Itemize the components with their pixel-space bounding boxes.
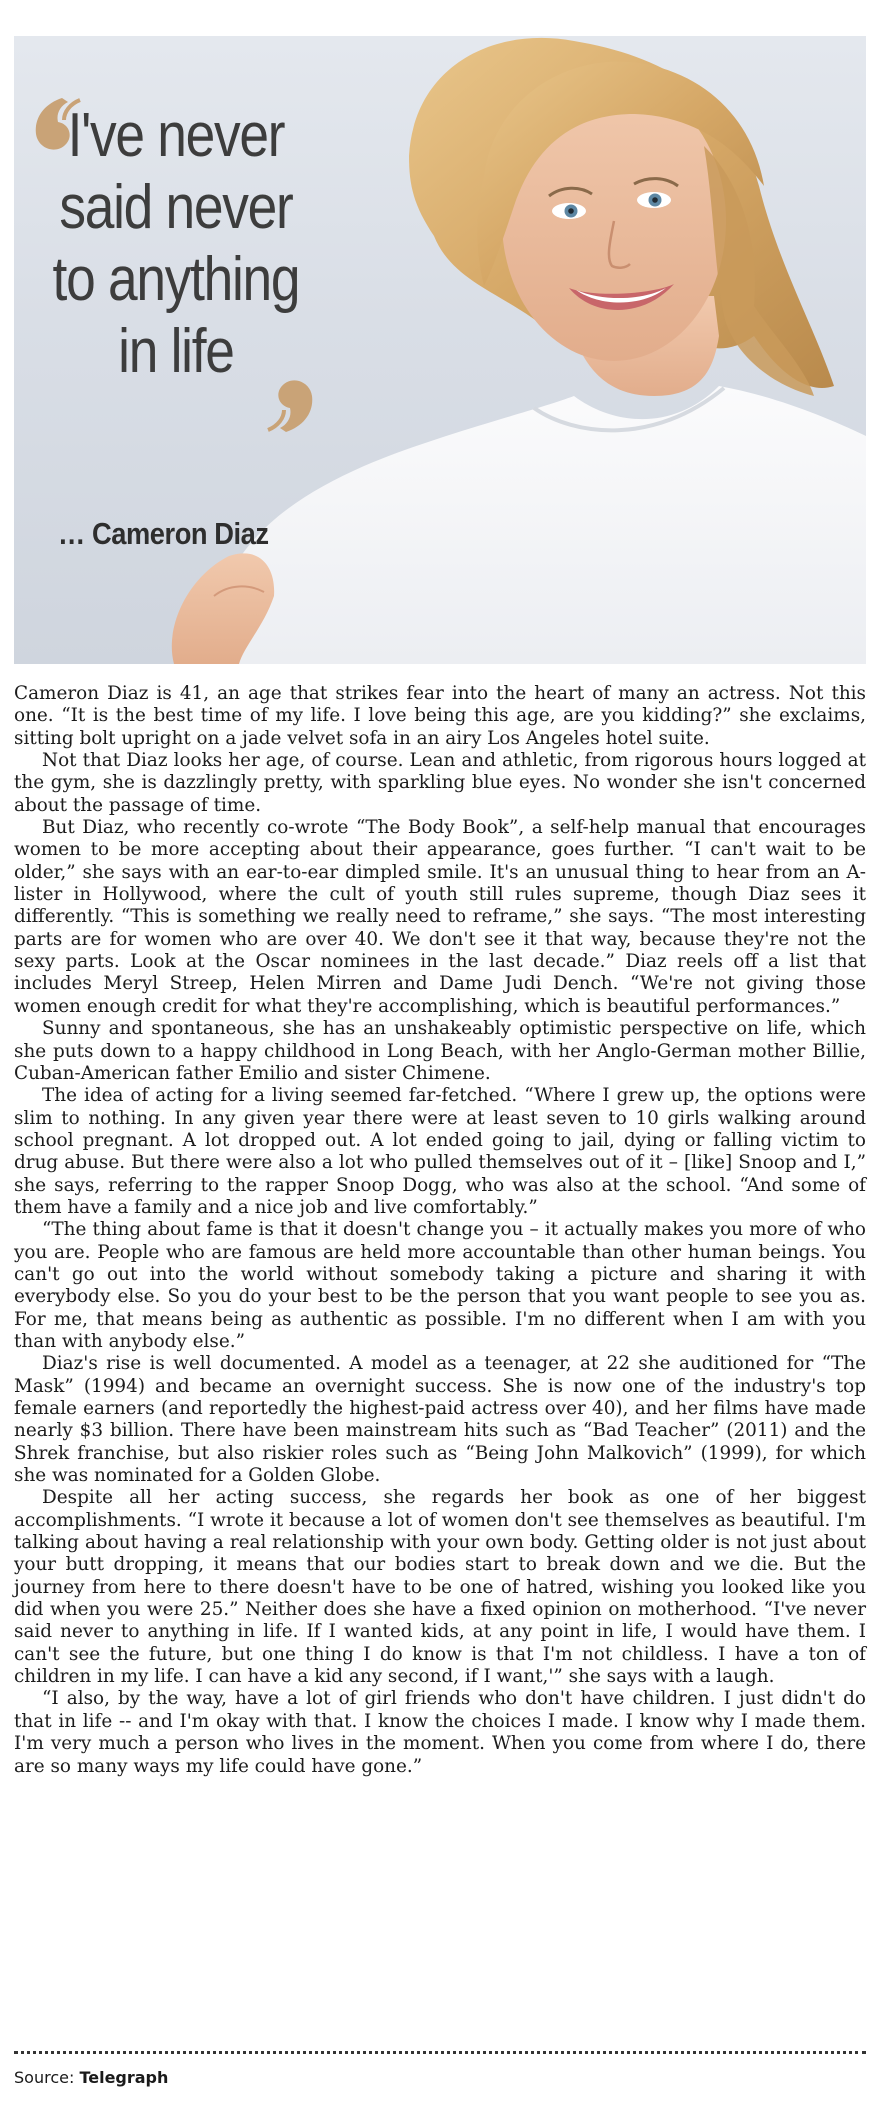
pull-quote-headline <box>34 100 318 388</box>
headline-line: to anything <box>52 245 300 314</box>
source-name: Telegraph <box>79 2068 169 2087</box>
article-paragraph: Sunny and spontaneous, she has an unshakeably optimistic perspective on life, which she puts down to a happy childhood in Long Beach, with her Anglo-German mother Billie, Cuban-American father Emilio and sister Chimene. <box>14 1018 866 1084</box>
article-body <box>14 683 866 1778</box>
headline-line: in life <box>118 317 234 386</box>
article-paragraph: Despite all her acting success, she regards her book as one of her biggest accomplishments. “I wrote it because a lot of women don't see themselves as beautiful. I'm talking about having a real relationship with your own body. Getting older is not just about your butt dropping, it means that our bodies start to break down and we die. But the journey from here to there doesn't have to be one of hatred, wishing you looked like you did when you were 25.” Neither does she have a fixed opinion on motherhood. “I've never said never to anything in life. If I wanted kids, at any point in life, I would have them. I can't see the future, but one thing I do know is that I'm not childless. I have a ton of children in my life. I can have a kid any second, if I want,'” she says with a laugh. <box>14 1487 866 1688</box>
quote-attribution: … Cameron Diaz <box>58 516 269 551</box>
article-paragraph: “I also, by the way, have a lot of girl friends who don't have children. I just didn't do that in life -- and I'm okay with that. I know the choices I made. I know why I made them. I'm very much a person who lives in the moment. When you come from where I do, there are so many ways my life could have gone.” <box>14 1688 866 1777</box>
article-paragraph: Cameron Diaz is 41, an age that strikes fear into the heart of many an actress. Not this one. “It is the best time of my life. I love being this age, are you kidding?” she exclaims, sitting bolt upright on a jade velvet sofa in an airy Los Angeles hotel suite. <box>14 683 866 749</box>
hero-banner <box>14 36 866 664</box>
source-credit <box>14 2068 168 2087</box>
article-paragraph: Not that Diaz looks her age, of course. Lean and athletic, from rigorous hours logged at the gym, she is dazzlingly pretty, with sparkling blue eyes. No wonder she isn't concerned about the passage of time. <box>14 750 866 816</box>
dotted-divider <box>14 2051 866 2054</box>
headline-line: said never <box>59 173 293 242</box>
article-paragraph: Diaz's rise is well documented. A model as a teenager, at 22 she auditioned for “The Mask” (1994) and became an overnight success. She is now one of the industry's top female earners (and reportedly the highest-paid actress over 40), and her films have made nearly $3 billion. There have been mainstream hits such as “Bad Teacher” (2011) and the Shrek franchise, but also riskier roles such as “Being John Malkovich” (1999), for which she was nominated for a Golden Globe. <box>14 1353 866 1487</box>
article-paragraph: But Diaz, who recently co-wrote “The Body Book”, a self-help manual that encourages women to be more accepting about their appearance, goes further. “I can't wait to be older,” she says with an ear-to-ear dimpled smile. It's an unusual thing to hear from an A-lister in Hollywood, where the cult of youth still rules supreme, though Diaz sees it differently. “This is something we really need to reframe,” she says. “The most interesting parts are for women who are over 40. We don't see it that way, because they're not the sexy parts. Look at the Oscar nominees in the last decade.” Diaz reels off a list that includes Meryl Streep, Helen Mirren and Dame Judi Dench. “We're not giving those women enough credit for what they're accomplishing, which is beautiful performances.” <box>14 817 866 1017</box>
article-paragraph: The idea of acting for a living seemed far-fetched. “Where I grew up, the options were slim to nothing. In any given year there were at least seven to 10 girls walking around school pregnant. A lot dropped out. A lot ended going to jail, dying or falling victim to drug abuse. But there were also a lot who pulled themselves out of it – [like] Snoop and I,” she says, referring to the rapper Snoop Dogg, who was also at the school. “And some of them have a family and a nice job and live comfortably.” <box>14 1085 866 1218</box>
source-label: Source: <box>14 2068 80 2087</box>
headline-line: I've never <box>67 101 285 170</box>
article-paragraph: “The thing about fame is that it doesn't change you – it actually makes you more of who you are. People who are famous are held more accountable than other human beings. You can't go out into the world without somebody taking a picture and sharing it with everybody else. So you do your best to be the person that you want people to see you as. For me, that means being as authentic as possible. I'm no different when I am with you than with anybody else.” <box>14 1219 866 1352</box>
